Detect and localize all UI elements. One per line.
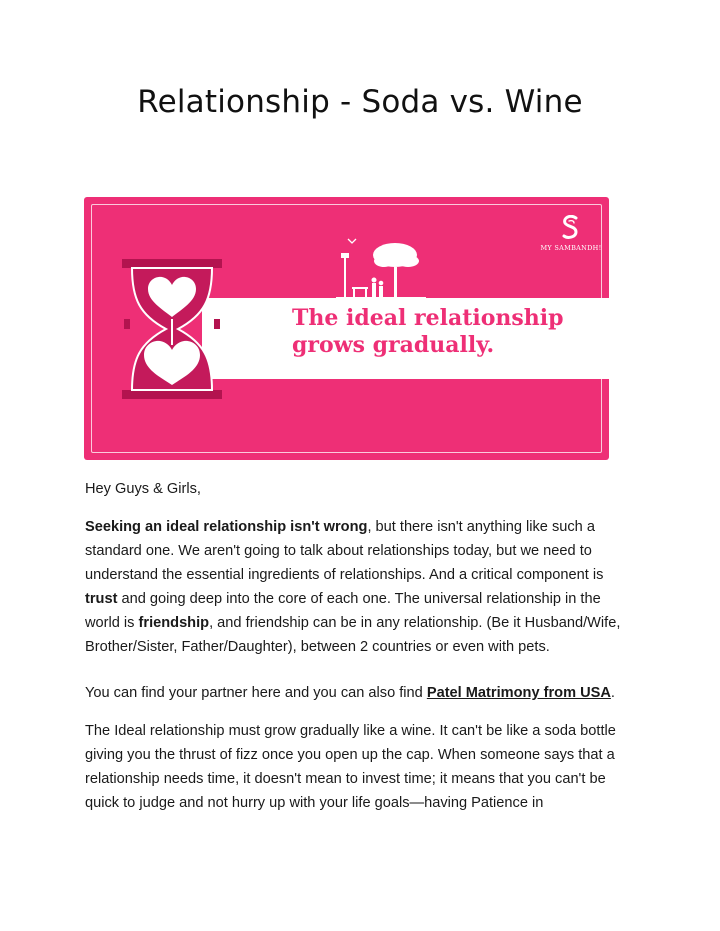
- bold-friendship-text: friendship: [138, 615, 210, 631]
- partner-paragraph: [85, 681, 637, 705]
- couple-tree-scene-icon: [336, 237, 426, 299]
- logo-text: MY SAMBANDH!: [540, 244, 602, 252]
- greeting-paragraph: Hey Guys & Girls,: [85, 481, 201, 497]
- intro-text-b: and going deep into the core of each one. The universal relationship in the world is: [85, 591, 601, 631]
- intro-paragraph: [85, 515, 637, 659]
- banner-headline-line1: The ideal relationship: [292, 305, 564, 331]
- partner-text: You can find your partner here and you can also find: [85, 685, 427, 701]
- banner-headline-line2: grows gradually.: [292, 332, 495, 358]
- partner-end: .: [610, 685, 615, 701]
- patel-matrimony-link[interactable]: Patel Matrimony from USA: [426, 685, 611, 701]
- bold-trust-text: trust: [85, 591, 118, 607]
- hourglass-hearts-icon: [122, 259, 222, 399]
- page-title: Relationship - Soda vs. Wine: [137, 84, 583, 120]
- sambandh-logo-icon: [560, 215, 582, 241]
- intro-text-a: , but there isn't anything like such a standard one. We aren't going to talk about relationships today, but we need to understand the essential ingredients of relationships. And a critical component is: [85, 519, 604, 583]
- wine-paragraph: The Ideal relationship must grow gradually like a wine. It can't be like a soda bottle giving you the thrust of fizz once you open up the cap. When someone says that a relationship needs time, it doesn't mean to invest time; it means that you can't be quick to judge and not hurry up with your life goals—having Patience in: [85, 723, 616, 811]
- article-body: [85, 477, 637, 815]
- intro-text-c: , and friendship can be in any relationship. (Be it Husband/Wife, Brother/Sister, Father/Daughter), between 2 countries or even with pets.: [85, 615, 621, 655]
- banner-image: [84, 197, 609, 460]
- sambandh-logo: [539, 215, 603, 263]
- bold-lead-text: Seeking an ideal relationship isn't wrong: [85, 519, 368, 535]
- banner-headline: [292, 305, 592, 359]
